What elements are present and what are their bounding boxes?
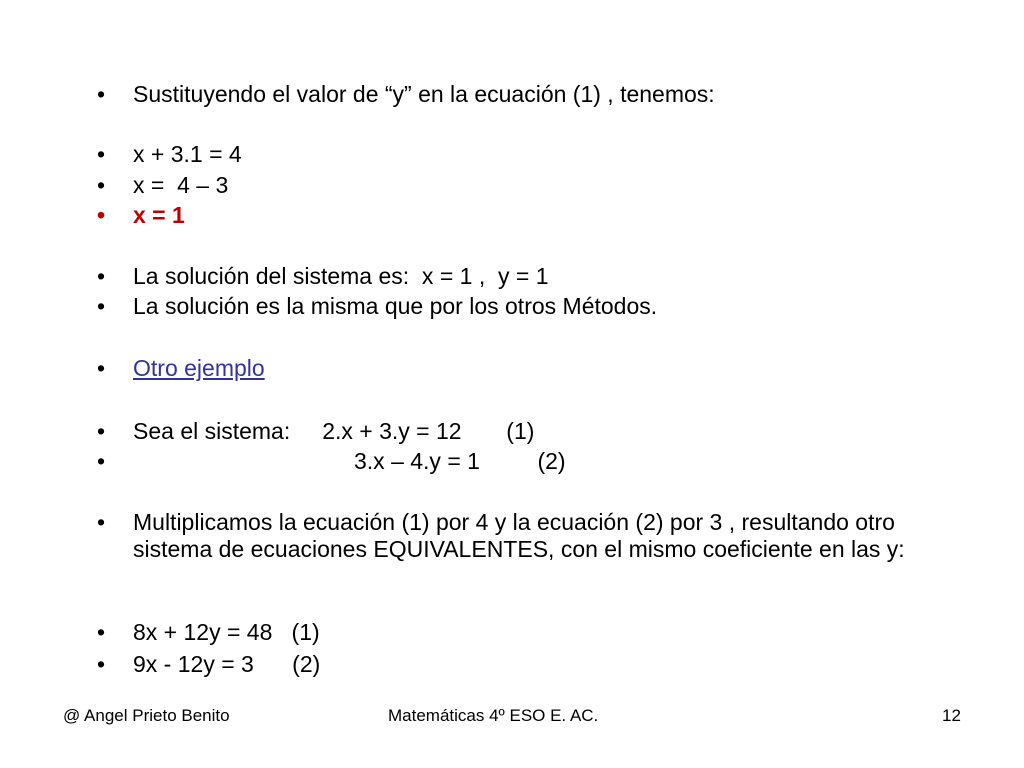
equivalent-equation-1: 8x + 12y = 48 (1) <box>133 619 320 645</box>
bullet: • <box>97 141 106 167</box>
equation-step-2: x = 4 – 3 <box>133 172 229 198</box>
bullet: • <box>97 619 106 645</box>
bullet: • <box>97 448 106 474</box>
bullet: • <box>97 509 106 535</box>
bullet: • <box>97 293 106 319</box>
bullet: • <box>97 418 106 444</box>
same-solution-line: La solución es la misma que por los otros Métodos. <box>133 293 658 319</box>
bullet: • <box>97 172 106 198</box>
system-equation-1: Sea el sistema: 2.x + 3.y = 12 (1) <box>133 418 535 444</box>
bullet: • <box>97 81 106 107</box>
bullet: • <box>97 651 106 677</box>
intro-line: Sustituyendo el valor de “y” en la ecuación (1) , tenemos: <box>133 81 715 107</box>
result-x: x = 1 <box>133 202 185 228</box>
bullet: • <box>97 202 106 228</box>
system-equation-2: 3.x – 4.y = 1 (2) <box>354 448 566 474</box>
equation-step-1: x + 3.1 = 4 <box>133 141 242 167</box>
multiply-paragraph: Multiplicamos la ecuación (1) por 4 y la ecuación (2) por 3 , resultando otro sistema de ecuaciones EQUIVALENTES, con el mismo coeficiente en las y: <box>133 509 905 562</box>
footer-author: @ Angel Prieto Benito <box>63 706 230 725</box>
footer-course: Matemáticas 4º ESO E. AC. <box>388 706 599 725</box>
solution-line: La solución del sistema es: x = 1 , y = 1 <box>133 263 549 289</box>
equivalent-equation-2: 9x - 12y = 3 (2) <box>133 651 321 677</box>
otro-ejemplo-link[interactable]: Otro ejemplo <box>133 355 265 381</box>
footer-page-number: 12 <box>942 706 961 725</box>
bullet: • <box>97 355 106 381</box>
bullet: • <box>97 263 106 289</box>
